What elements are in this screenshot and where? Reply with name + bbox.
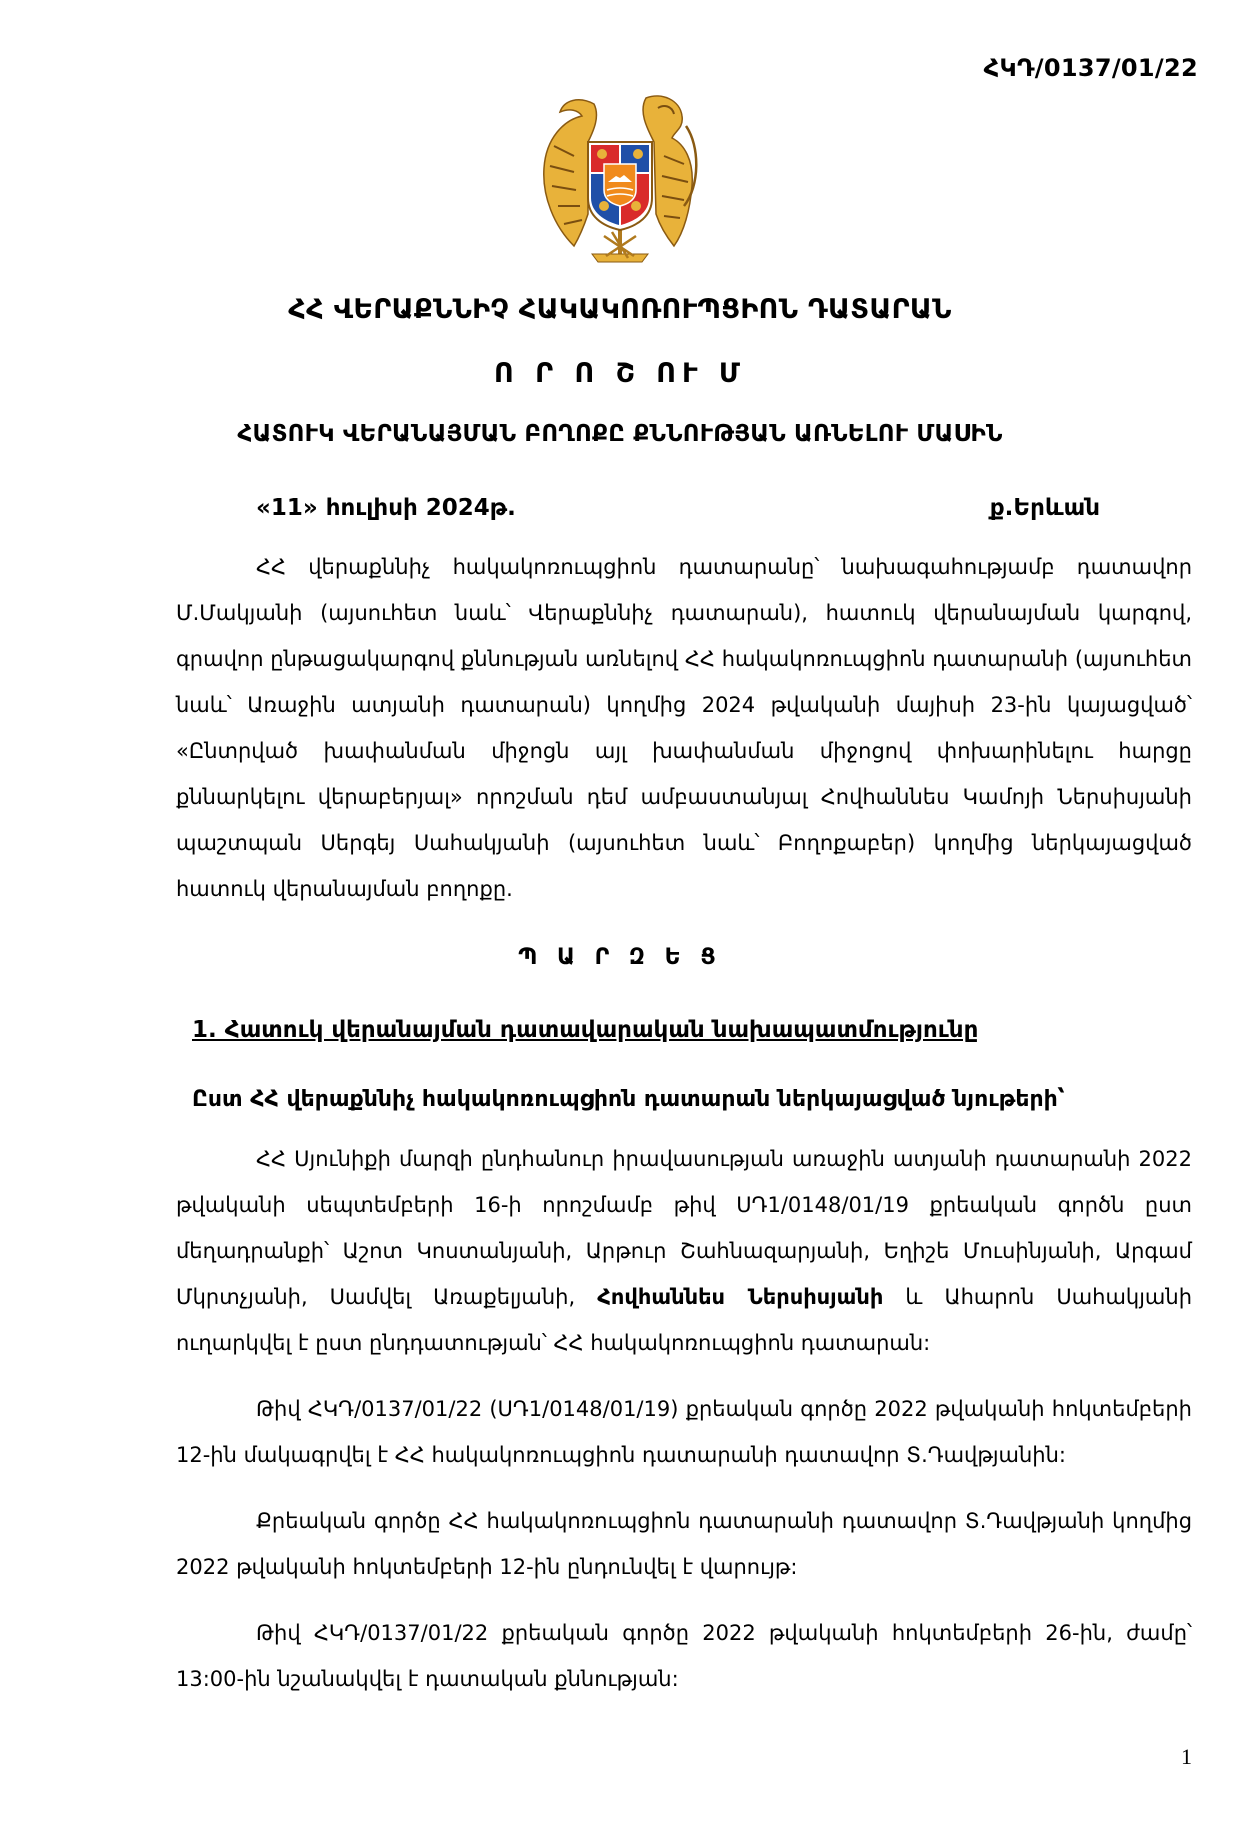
- page-number: 1: [1181, 1744, 1192, 1769]
- decision-subject: ՀԱՏՈՒԿ ՎԵՐԱՆԱՅՄԱՆ ԲՈՂՈՔԸ ՔՆՆՈՒԹՅԱՆ ԱՌՆԵԼՈՒ ՄԱՍԻՆ: [237, 421, 1003, 447]
- decision-date: «11» հուլիսի 2024թ.: [256, 495, 516, 521]
- decision-title: Ո Ր Ո Շ ՈՒ Մ: [494, 358, 746, 389]
- section-lead: Ըստ ՀՀ վերաքննիչ հակակոռուպցիոն դատարան ներկայացված նյութերի՝: [192, 1087, 1065, 1112]
- section-subheading: 1. Հատուկ վերանայման դատավարական նախապատմությունը: [192, 1017, 979, 1043]
- paragraph-text: և Ահարոն Սահակյանի ուղարկվել է ըստ ընդդատության՝ ՀՀ հակակոռուպցիոն դատարան:: [176, 1285, 1193, 1355]
- case-number: ՀԿԴ/0137/01/22: [983, 54, 1198, 82]
- body-paragraph: [176, 1136, 1192, 1366]
- court-name: ՀՀ ՎԵՐԱՔՆՆԻՉ ՀԱԿԱԿՈՌՈՒՊՑԻՈՆ ԴԱՏԱՐԱՆ: [288, 294, 952, 325]
- body-paragraph: Թիվ ՀԿԴ/0137/01/22 քրեական գործը 2022 թվականի հոկտեմբերի 26-ին, ժամը՝ 13:00-ին նշանակվել է դատական քննության:: [176, 1621, 1192, 1691]
- paragraph-bold-name: Հովհաննես Ներսիսյանի: [597, 1285, 884, 1309]
- paragraph-text: ՀՀ Սյունիքի մարզի ընդհանուր իրավասության առաջին ատյանի դատարանի 2022 թվականի սեպտեմբերի 16-ի որոշմամբ թիվ ՍԴ1/0148/01/19 քրեական գործն ըստ մեղադրանքի՝ Աշոտ Կոստանյանի, Արթուր Շահնազարյանի, Եղիշե Մուսինյանի, Արգամ Մկրտչյանի, Սամվել Առաքելյանի,: [176, 1147, 1192, 1309]
- section-title: Պ Ա Ր Զ Ե Ց: [518, 945, 722, 970]
- shield: [588, 142, 652, 230]
- body-paragraph: Քրեական գործը ՀՀ հակակոռուպցիոն դատարանի դատավոր Տ.Դավթյանի կողմից 2022 թվականի հոկտեմբերի 12-ին ընդունվել է վարույթ:: [176, 1509, 1192, 1579]
- decision-city: ք.Երևան: [989, 495, 1100, 521]
- intro-paragraph: ՀՀ վերաքննիչ հակակոռուպցիոն դատարանը՝ նախագահությամբ դատավոր Մ.Մակյանի (այսուհետ նաև՝ Վերաքննիչ դատարան), հատուկ վերանայման կարգով, գրավոր ընթացակարգով քննության առնելով ՀՀ հակակոռուպցիոն դատարանի (այսուհետ նաև՝ Առաջին ատյանի դատարան) կողմից 2024 թվականի մայիսի 23-ին կայացված՝ «Ընտրված խափանման միջոցն այլ խափանման միջոցով փոխարինելու հարցը քննարկելու վերաբերյալ» որոշման դեմ ամբաստանյալ Հովհաննես Կամոյի Ներսիսյանի պաշտպան Սերգեյ Սահակյանի (այսուհետ նաև՝ Բողոքաբեր) կողմից ներկայացված հատուկ վերանայման բողոքը.: [176, 555, 1192, 901]
- coat-of-arms-emblem: [534, 86, 706, 272]
- body-paragraph: Թիվ ՀԿԴ/0137/01/22 (ՍԴ1/0148/01/19) քրեական գործը 2022 թվականի հոկտեմբերի 12-ին մակագրվել է ՀՀ հակակոռուպցիոն դատարանի դատավոր Տ.Դավթյանին:: [176, 1397, 1192, 1467]
- date-city-row: [176, 492, 1192, 524]
- emblem-container: [112, 86, 1128, 272]
